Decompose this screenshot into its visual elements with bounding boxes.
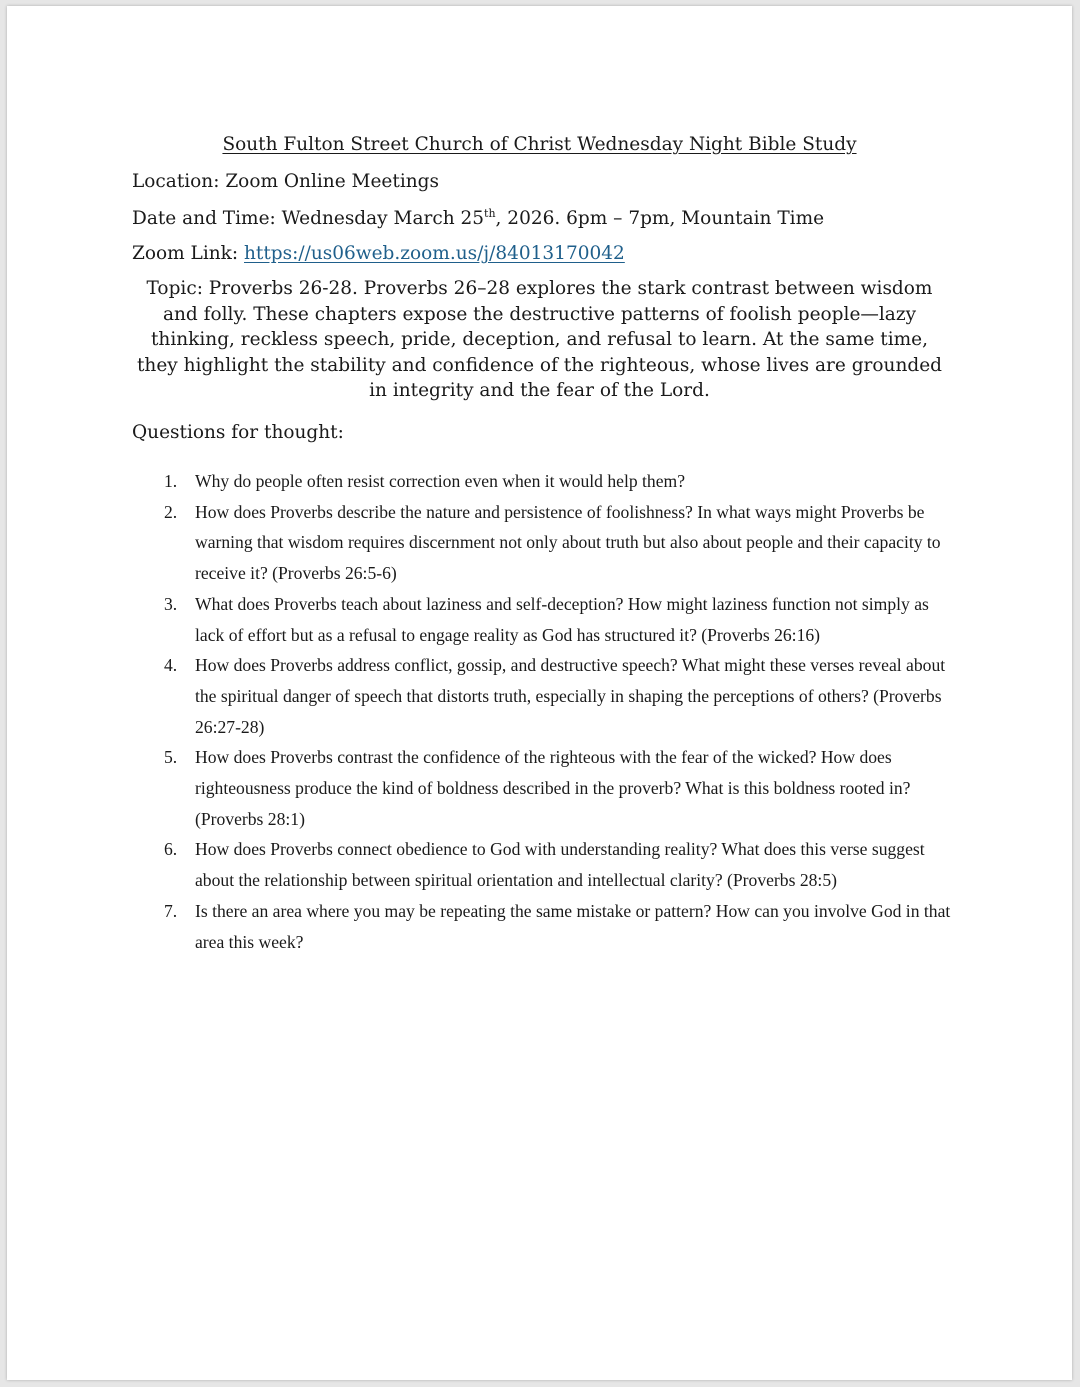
- question-number: 3.: [164, 593, 178, 614]
- document-page: [7, 6, 1072, 1380]
- question-text: What does Proverbs teach about laziness and self-deception? How might laziness function not simply as lack of effort but as a refusal to engage reality as God has structured it? (Proverbs 26:16): [195, 593, 929, 645]
- question-text: How does Proverbs connect obedience to God with understanding reality? What does this verse suggest about the relationship between spiritual orientation and intellectual clarity? (Proverbs 28:5): [195, 839, 925, 891]
- question-item: [162, 497, 962, 589]
- questions-list: [162, 466, 962, 957]
- zoom-link-label: Zoom Link:: [132, 243, 244, 264]
- question-item: [162, 742, 962, 834]
- question-text: Why do people often resist correction even when it would help them?: [195, 471, 686, 491]
- question-item: [162, 466, 962, 497]
- question-number: 1.: [164, 471, 178, 491]
- zoom-link[interactable]: https://us06web.zoom.us/j/84013170042: [244, 243, 625, 264]
- questions-heading: Questions for thought:: [132, 422, 344, 443]
- question-number: 7.: [164, 900, 178, 921]
- date-time-line: [132, 207, 824, 229]
- question-number: 2.: [164, 501, 178, 522]
- location-line: Location: Zoom Online Meetings: [132, 171, 439, 192]
- question-text: How does Proverbs describe the nature and persistence of foolishness? In what ways might Proverbs be warning that wisdom requires discernment not only about truth but also about people and their capacity to receive it? (Proverbs 26:5-6): [195, 501, 941, 584]
- topic-paragraph: Topic: Proverbs 26-28. Proverbs 26–28 explores the stark contrast between wisdom and folly. These chapters expose the destructive patterns of foolish people—lazy thinking, reckless speech, pride, deception, and refusal to learn. At the same time, they highlight the stability and confidence of the righteous, whose lives are grounded in integrity and the fear of the Lord.: [137, 278, 942, 401]
- question-item: [162, 834, 962, 895]
- question-number: 4.: [164, 655, 178, 676]
- date-suffix: , 2026. 6pm – 7pm, Mountain Time: [495, 208, 825, 229]
- date-superscript: th: [484, 207, 496, 220]
- question-text: Is there an area where you may be repeating the same mistake or pattern? How can you involve God in that area this week?: [195, 900, 951, 952]
- question-item: [162, 589, 962, 650]
- question-text: How does Proverbs address conflict, gossip, and destructive speech? What might these verses reveal about the spiritual danger of speech that distorts truth, especially in shaping the perceptions of others? (Proverbs 26:27-28): [195, 655, 946, 737]
- question-number: 6.: [164, 839, 178, 860]
- zoom-link-line: [132, 243, 625, 264]
- document-title: South Fulton Street Church of Christ Wednesday Night Bible Study: [222, 134, 857, 155]
- question-number: 5.: [164, 747, 178, 768]
- question-item: [162, 650, 962, 742]
- question-item: [162, 896, 962, 957]
- question-text: How does Proverbs contrast the confidence of the righteous with the fear of the wicked? How does righteousness produce the kind of boldness described in the proverb? What is this boldness rooted in? (Proverbs 28:1): [195, 747, 911, 829]
- date-prefix: Date and Time: Wednesday March 25: [132, 208, 485, 229]
